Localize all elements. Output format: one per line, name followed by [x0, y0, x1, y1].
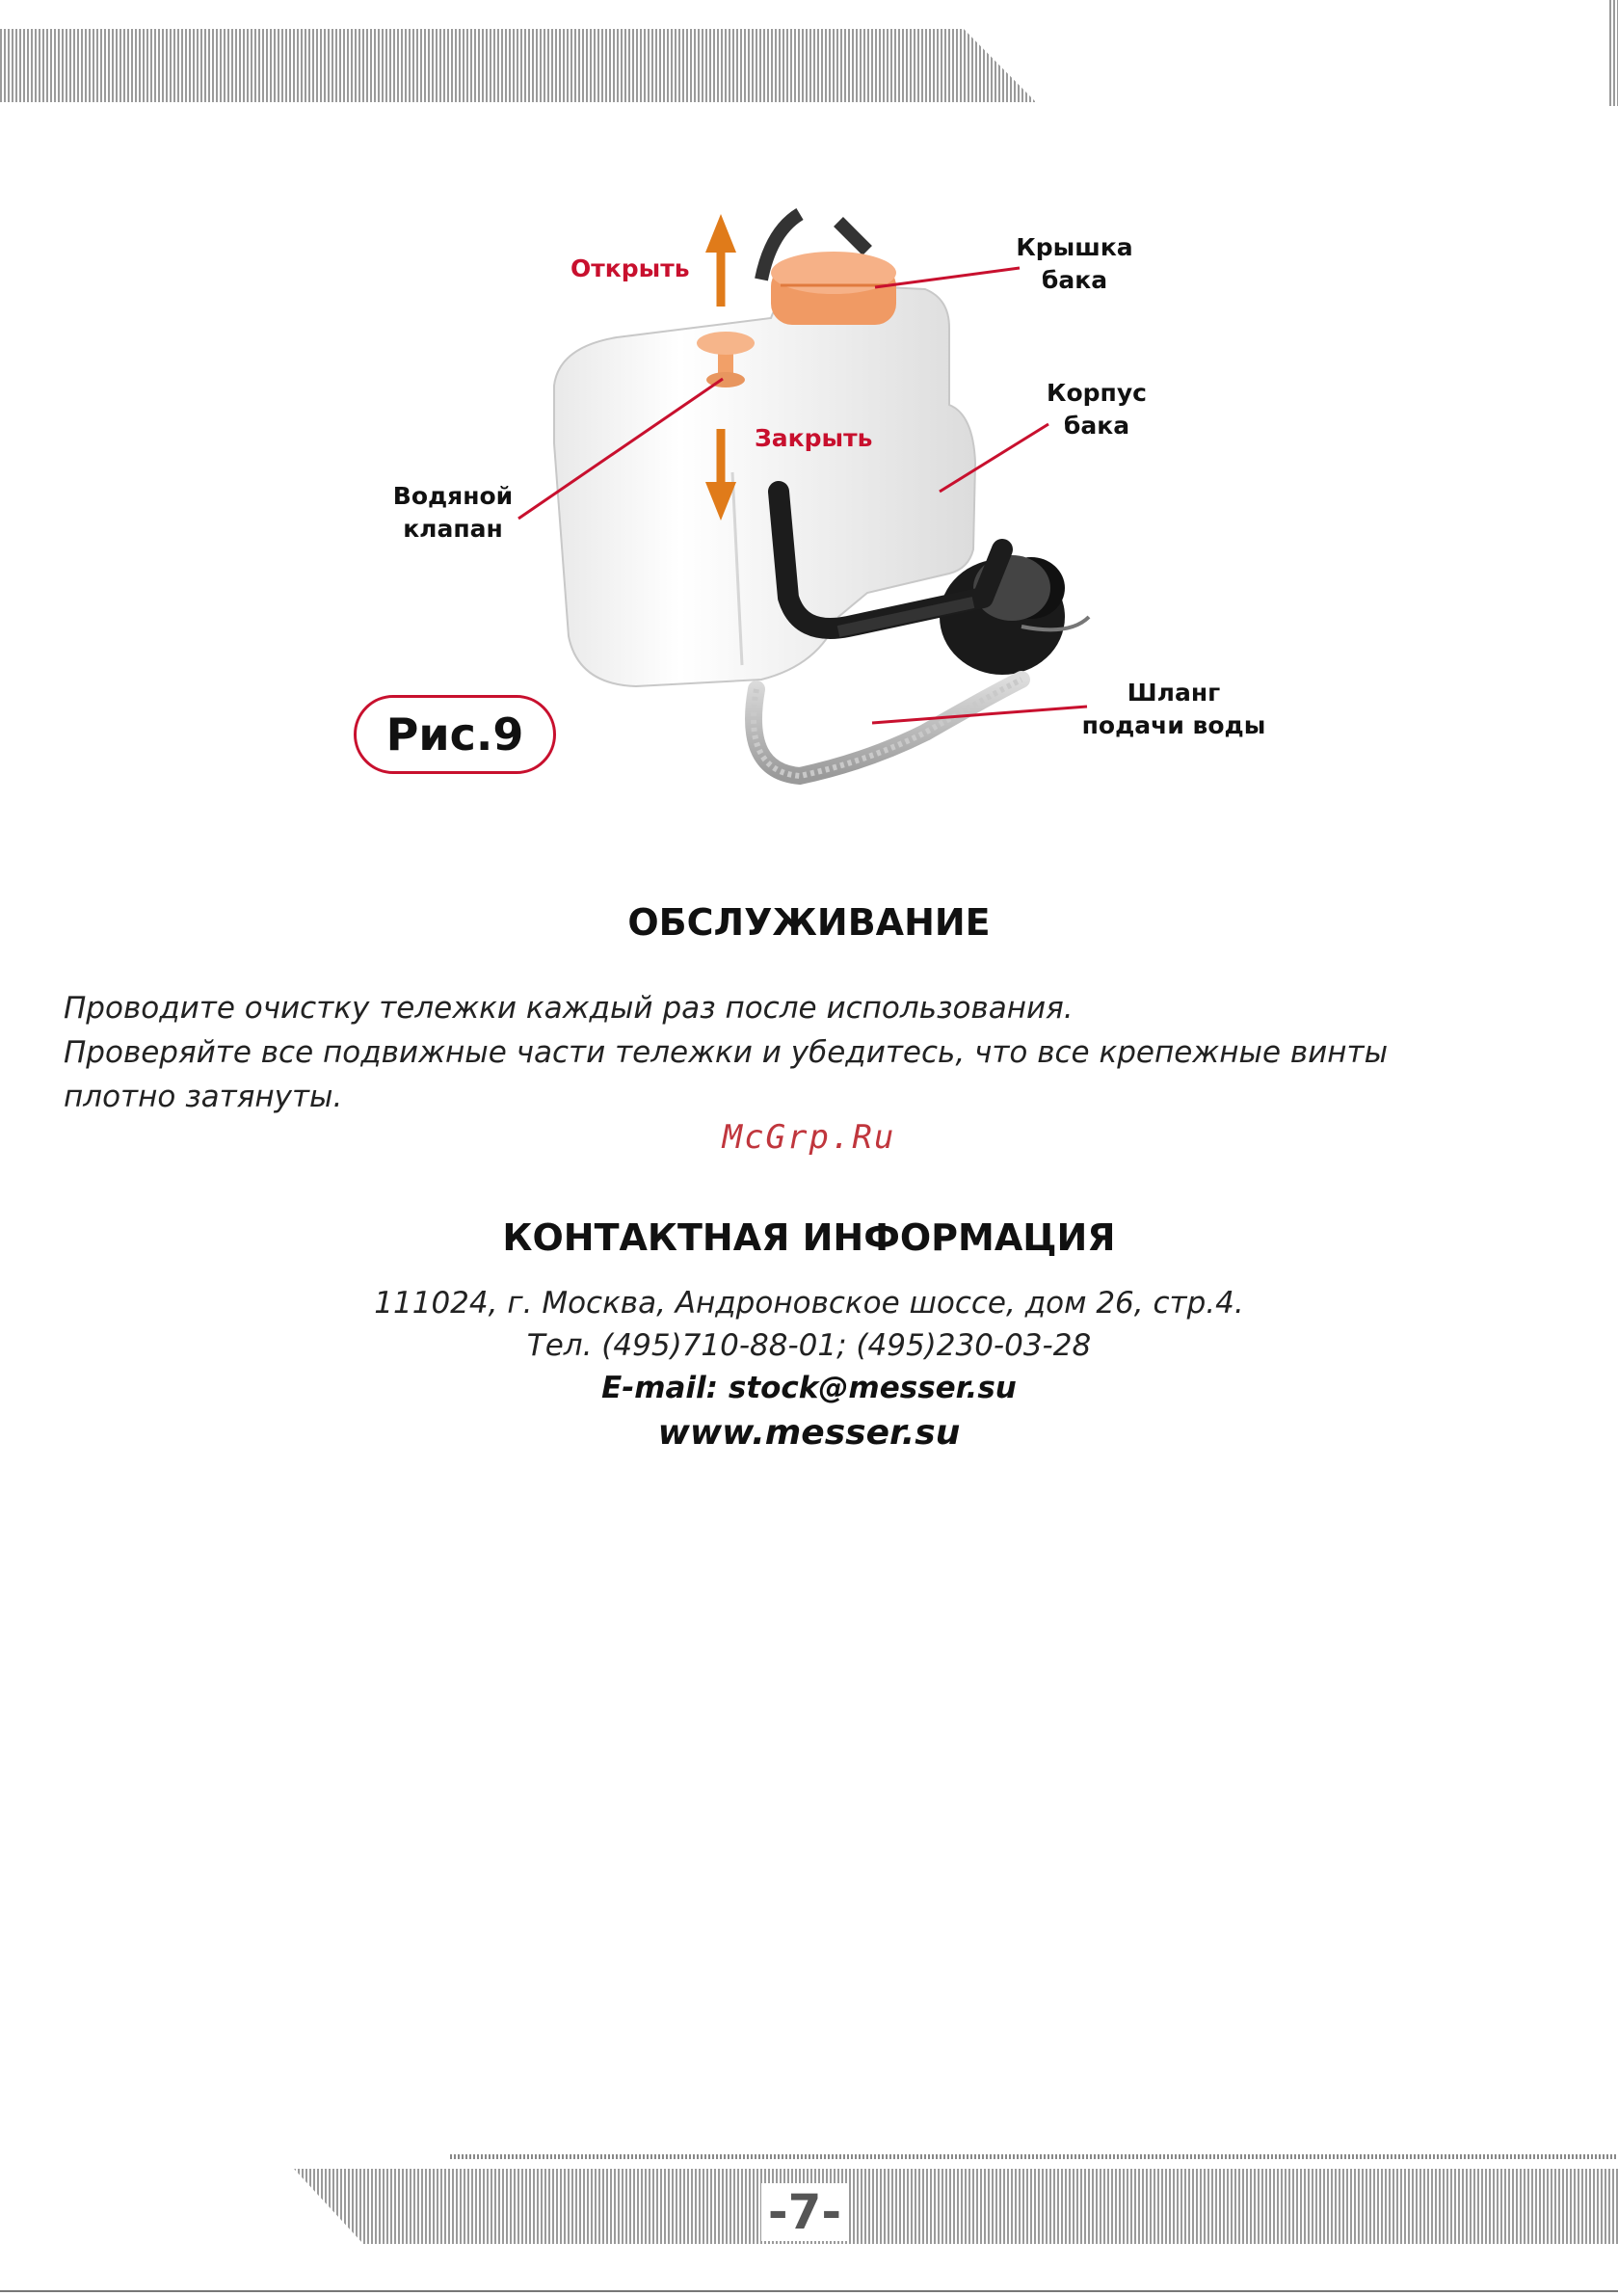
tank-body-shape: [554, 284, 975, 686]
open-arrow-icon: [705, 214, 736, 307]
tank-cap-label: Крышка бака: [1016, 233, 1133, 294]
hose-shape: [754, 680, 1021, 776]
open-label: Открыть: [570, 254, 690, 282]
page-number: -7-: [761, 2183, 848, 2241]
footer-dotted-line: [450, 2154, 1618, 2159]
bottom-rule: [0, 2290, 1618, 2292]
contacts-title: КОНТАКТНАЯ ИНФОРМАЦИЯ: [502, 1216, 1116, 1259]
watermark-text: McGrp.Ru: [722, 1118, 896, 1157]
tank-body-label: Корпус бака: [1047, 379, 1147, 440]
maintenance-title: ОБСЛУЖИВАНИЕ: [627, 901, 991, 944]
contact-email[interactable]: E-mail: stock@messer.su: [601, 1371, 1017, 1405]
maintenance-text: Проводите очистку тележки каждый раз после использования. Проверяйте все подвижные части тележки и убедитесь, что все крепежные винты плотно затянуты.: [64, 991, 1389, 1114]
water-hose-label: Шланг подачи воды: [1081, 679, 1266, 739]
contact-phone: Тел. (495)710-88-01; (495)230-03-28: [526, 1328, 1092, 1363]
contact-website[interactable]: www.messer.su: [657, 1413, 961, 1453]
water-valve-label: Водяной клапан: [392, 482, 514, 543]
figure-badge: Рис.9: [354, 695, 556, 774]
wheel-mechanism: [940, 555, 1089, 675]
close-label: Закрыть: [755, 424, 873, 452]
contact-address: 111024, г. Москва, Андроновское шоссе, дом 26, стр.4.: [374, 1286, 1244, 1321]
footer-stripe-band: [294, 2169, 1618, 2244]
